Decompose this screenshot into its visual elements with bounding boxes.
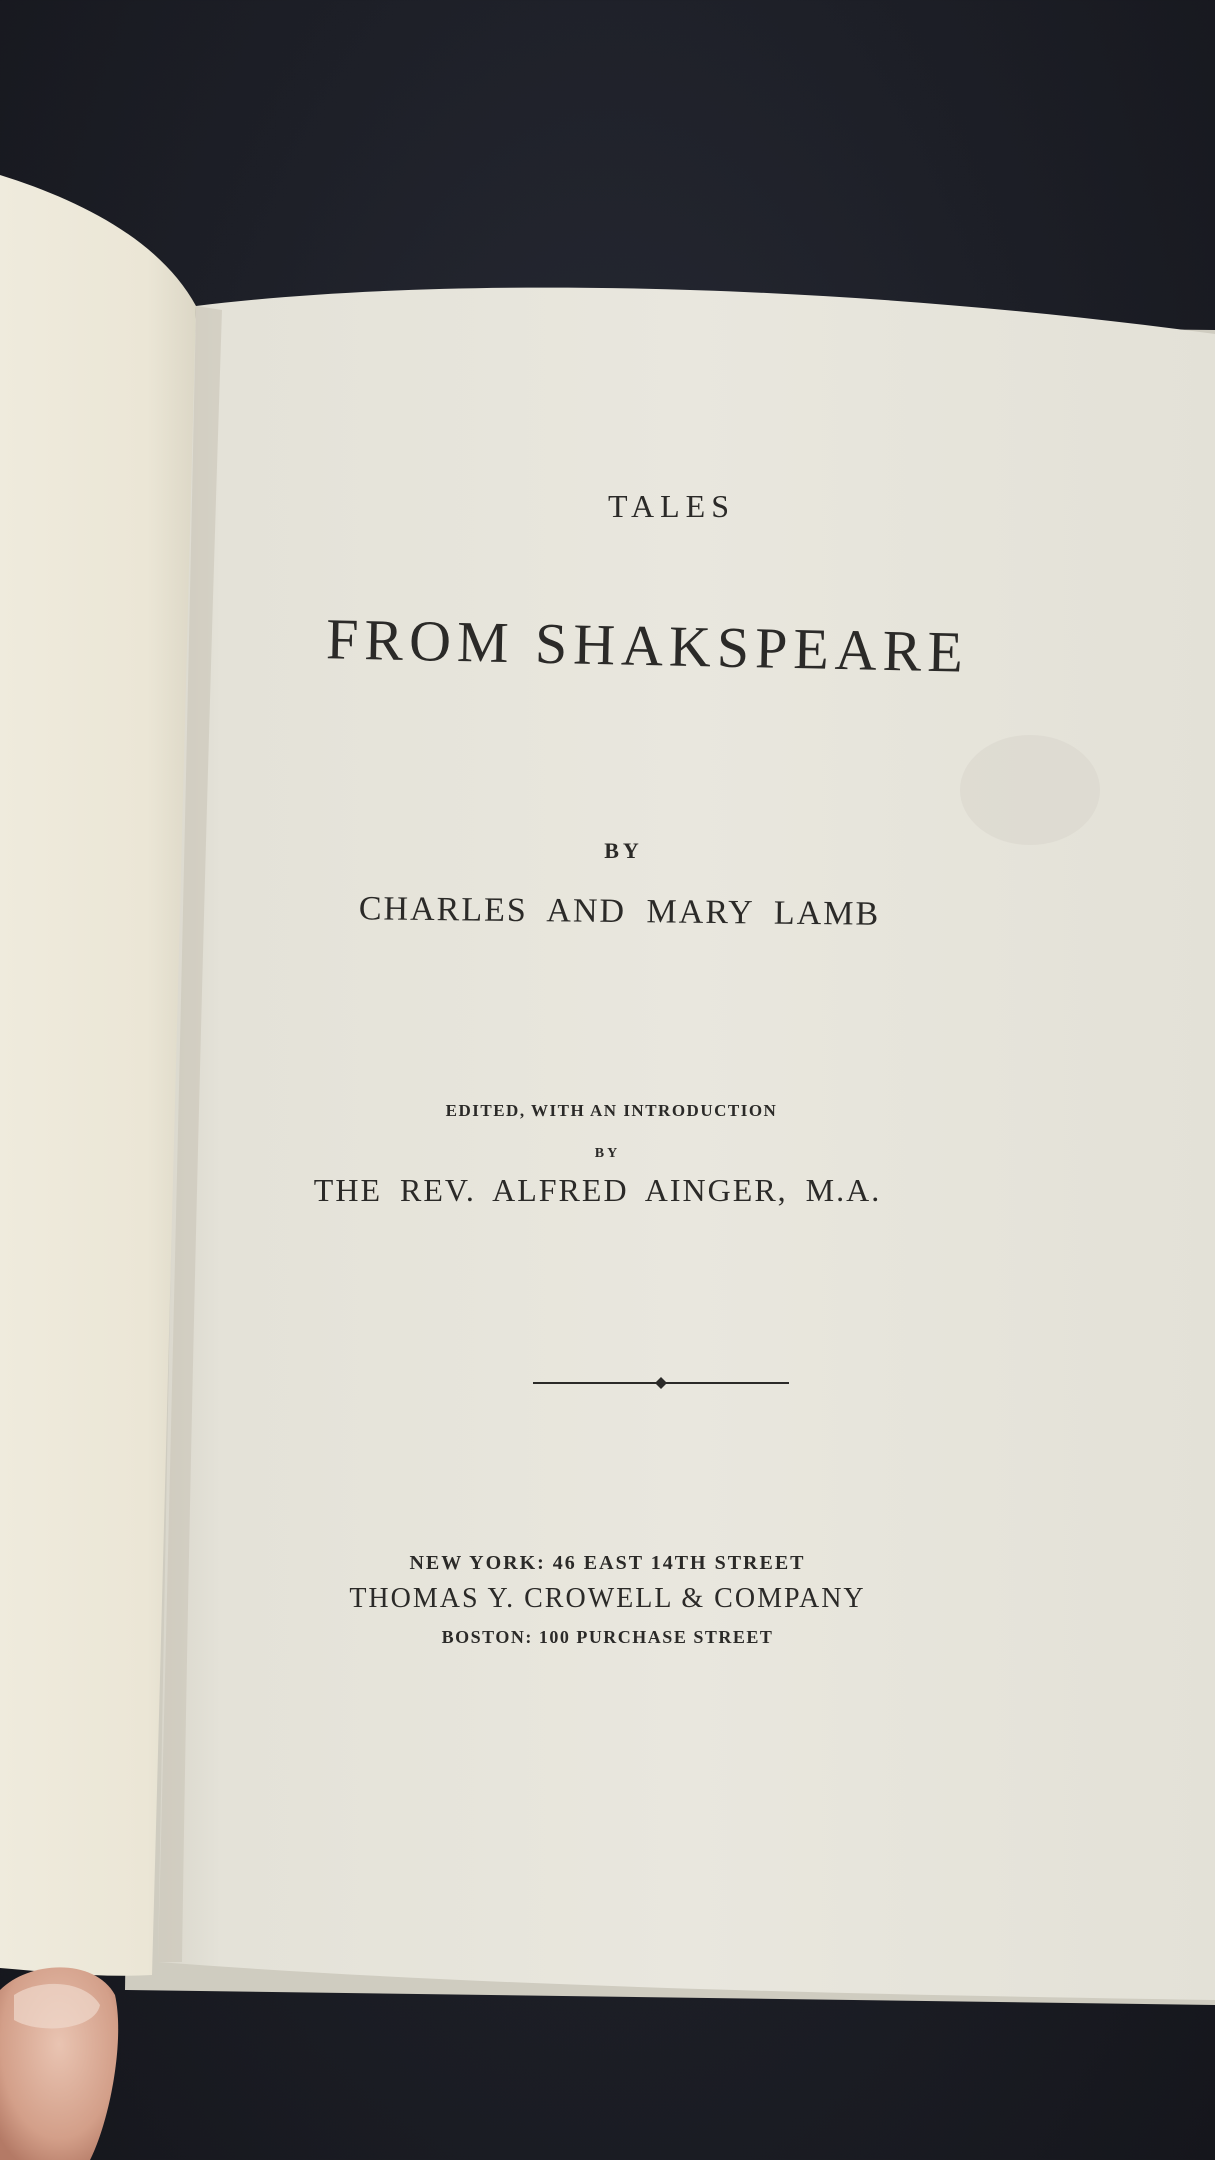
pre-title: TALES [608, 488, 735, 524]
by-label: BY [604, 838, 643, 863]
by-label-editor: BY [594, 1146, 621, 1161]
imprint-new-york: NEW YORK: 46 EAST 14TH STREET [409, 1552, 806, 1574]
imprint-publisher: THOMAS Y. CROWELL & COMPANY [349, 1583, 866, 1614]
ornament-divider-icon [533, 1376, 789, 1390]
edited-line: EDITED, WITH AN INTRODUCTION [445, 1101, 778, 1120]
authors: CHARLES AND MARY LAMB [358, 890, 881, 933]
right-page [158, 288, 1215, 2000]
paper-stain [960, 735, 1100, 845]
book-title: FROM SHAKSPEARE [325, 606, 970, 685]
imprint-boston: BOSTON: 100 PURCHASE STREET [441, 1627, 774, 1647]
editor-name: THE REV. ALFRED AINGER, M.A. [313, 1172, 882, 1208]
